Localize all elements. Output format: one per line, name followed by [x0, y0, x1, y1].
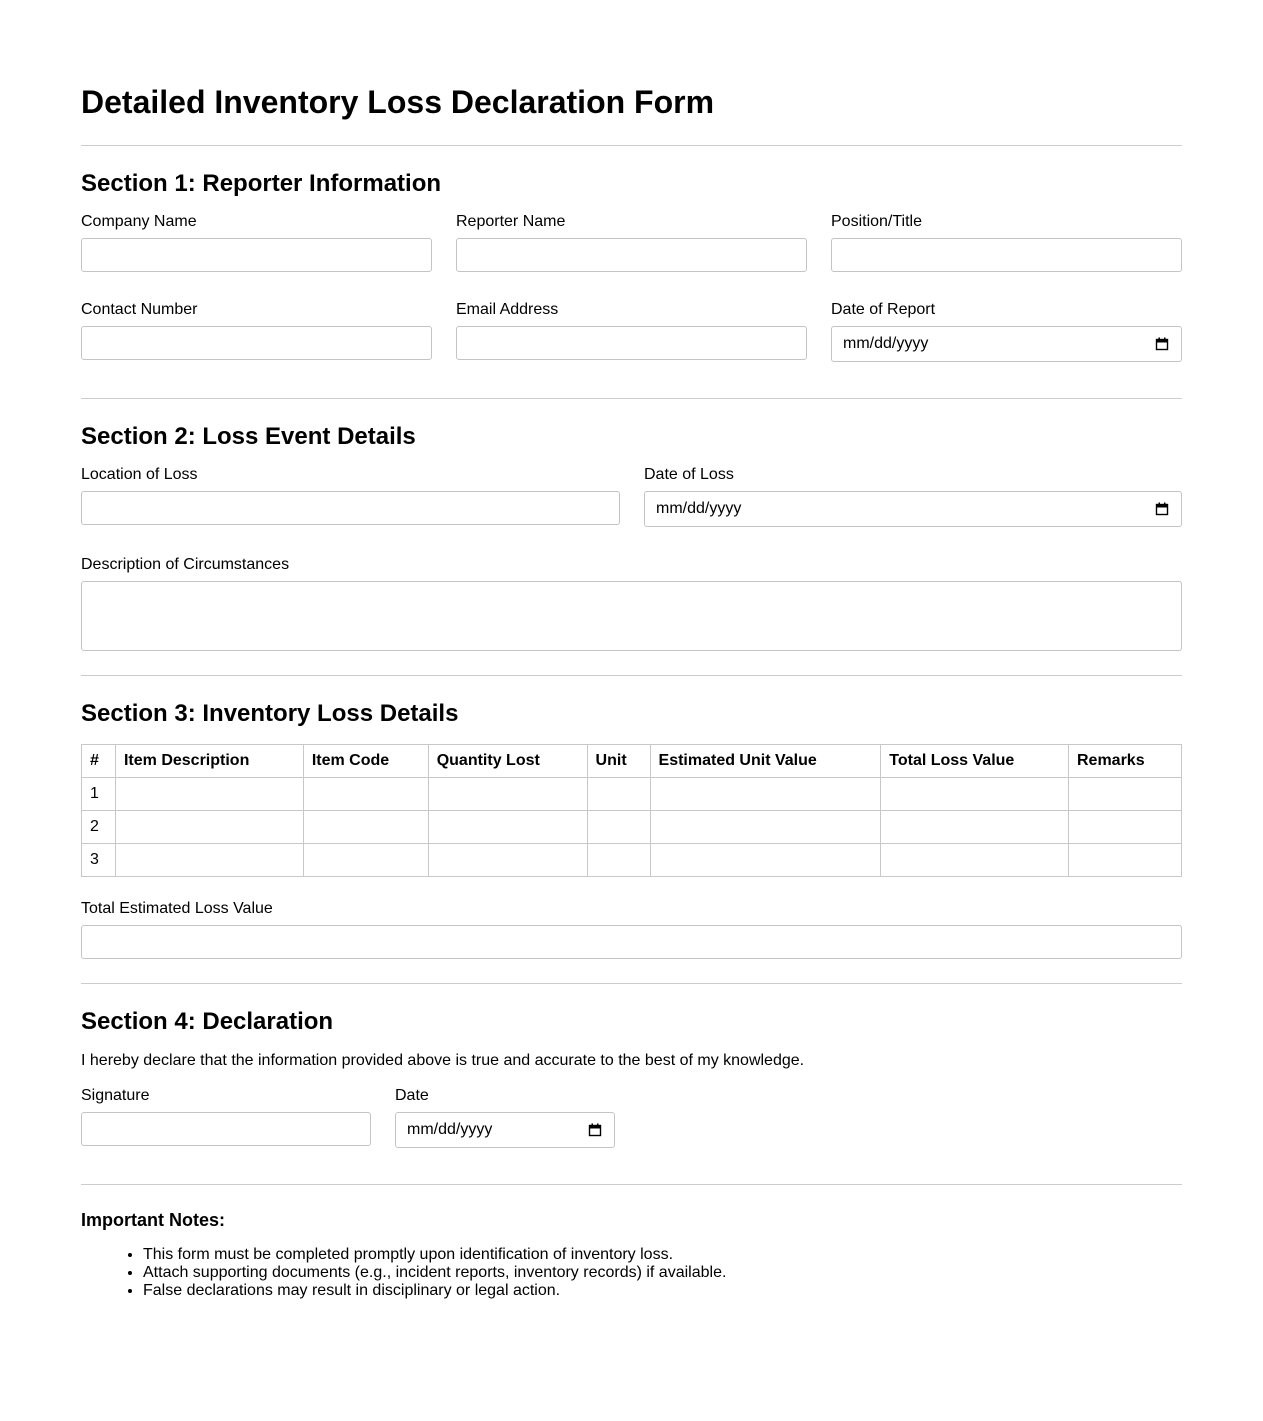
signature-label: Signature: [81, 1087, 150, 1104]
email-address-label: Email Address: [456, 301, 559, 318]
date-placeholder: mm/dd/yyyy: [656, 500, 742, 517]
notes-list: [81, 1246, 726, 1300]
position-title-label: Position/Title: [831, 213, 922, 230]
section2-heading: Section 2: Loss Event Details: [81, 423, 416, 450]
column-header: Total Loss Value: [881, 745, 1069, 778]
table-cell[interactable]: [1069, 811, 1182, 844]
date-of-loss-input[interactable]: [644, 491, 1182, 527]
page-title: Detailed Inventory Loss Declaration Form: [81, 84, 715, 120]
contact-number-label: Contact Number: [81, 301, 198, 318]
total-loss-label: Total Estimated Loss Value: [81, 900, 273, 917]
contact-number-input[interactable]: [81, 326, 432, 360]
section1-heading: Section 1: Reporter Information: [81, 170, 442, 197]
company-name-label: Company Name: [81, 213, 197, 230]
section3-heading: Section 3: Inventory Loss Details: [81, 700, 459, 727]
company-name-input[interactable]: [81, 238, 432, 272]
table-row: [82, 778, 1182, 811]
position-title-input[interactable]: [831, 238, 1182, 272]
list-item: • Attach supporting documents (e.g., incident reports, inventory records) if available.: [143, 1264, 726, 1282]
table-row: [82, 811, 1182, 844]
row-number: 2: [82, 811, 116, 844]
table-cell[interactable]: [1069, 844, 1182, 877]
column-header: Quantity Lost: [428, 745, 587, 778]
table-header-row: [82, 745, 1182, 778]
table-cell[interactable]: [115, 811, 303, 844]
table-cell[interactable]: [881, 811, 1069, 844]
divider: [81, 1184, 1182, 1185]
divider: [81, 983, 1182, 984]
table-cell[interactable]: [303, 811, 428, 844]
table-cell[interactable]: [428, 778, 587, 811]
table-cell[interactable]: [115, 778, 303, 811]
column-header: Item Code: [303, 745, 428, 778]
description-label: Description of Circumstances: [81, 556, 290, 573]
section4-heading: Section 4: Declaration: [81, 1008, 334, 1035]
table-cell[interactable]: [650, 778, 881, 811]
table-cell[interactable]: [587, 844, 650, 877]
row-number: 1: [82, 778, 116, 811]
total-loss-input[interactable]: [81, 925, 1182, 959]
table-cell[interactable]: [115, 844, 303, 877]
table-cell[interactable]: [428, 844, 587, 877]
table-cell[interactable]: [303, 844, 428, 877]
calendar-icon[interactable]: [1155, 337, 1169, 351]
column-header: Estimated Unit Value: [650, 745, 881, 778]
row-number: 3: [82, 844, 116, 877]
table-cell[interactable]: [587, 778, 650, 811]
location-of-loss-label: Location of Loss: [81, 466, 198, 483]
column-header: Item Description: [115, 745, 303, 778]
date-of-report-input[interactable]: [831, 326, 1182, 362]
table-cell[interactable]: [881, 844, 1069, 877]
table-cell[interactable]: [428, 811, 587, 844]
notes-title: Important Notes:: [81, 1210, 225, 1230]
table-cell[interactable]: [303, 778, 428, 811]
table-cell[interactable]: [881, 778, 1069, 811]
table-cell[interactable]: [1069, 778, 1182, 811]
reporter-name-input[interactable]: [456, 238, 807, 272]
column-header: #: [82, 745, 116, 778]
description-textarea[interactable]: [81, 581, 1182, 651]
declaration-date-input[interactable]: [395, 1112, 615, 1148]
list-item: • False declarations may result in disciplinary or legal action.: [143, 1282, 726, 1300]
calendar-icon[interactable]: [1155, 502, 1169, 516]
declaration-date-label: Date: [395, 1087, 429, 1104]
date-of-loss-label: Date of Loss: [644, 466, 734, 483]
divider: [81, 398, 1182, 399]
column-header: Remarks: [1069, 745, 1182, 778]
calendar-icon[interactable]: [588, 1123, 602, 1137]
list-item: • This form must be completed promptly upon identification of inventory loss.: [143, 1246, 726, 1264]
table-row: [82, 844, 1182, 877]
table-cell[interactable]: [587, 811, 650, 844]
divider: [81, 145, 1182, 146]
location-of-loss-input[interactable]: [81, 491, 620, 525]
table-cell[interactable]: [650, 811, 881, 844]
divider: [81, 675, 1182, 676]
column-header: Unit: [587, 745, 650, 778]
date-placeholder: mm/dd/yyyy: [407, 1121, 493, 1138]
inventory-loss-table: [81, 744, 1182, 877]
date-placeholder: mm/dd/yyyy: [843, 335, 929, 352]
declaration-statement: I hereby declare that the information provided above is true and accurate to the best of my knowledge.: [81, 1052, 805, 1069]
signature-input[interactable]: [81, 1112, 371, 1146]
date-of-report-label: Date of Report: [831, 301, 936, 318]
email-address-input[interactable]: [456, 326, 807, 360]
reporter-name-label: Reporter Name: [456, 213, 566, 230]
table-cell[interactable]: [650, 844, 881, 877]
